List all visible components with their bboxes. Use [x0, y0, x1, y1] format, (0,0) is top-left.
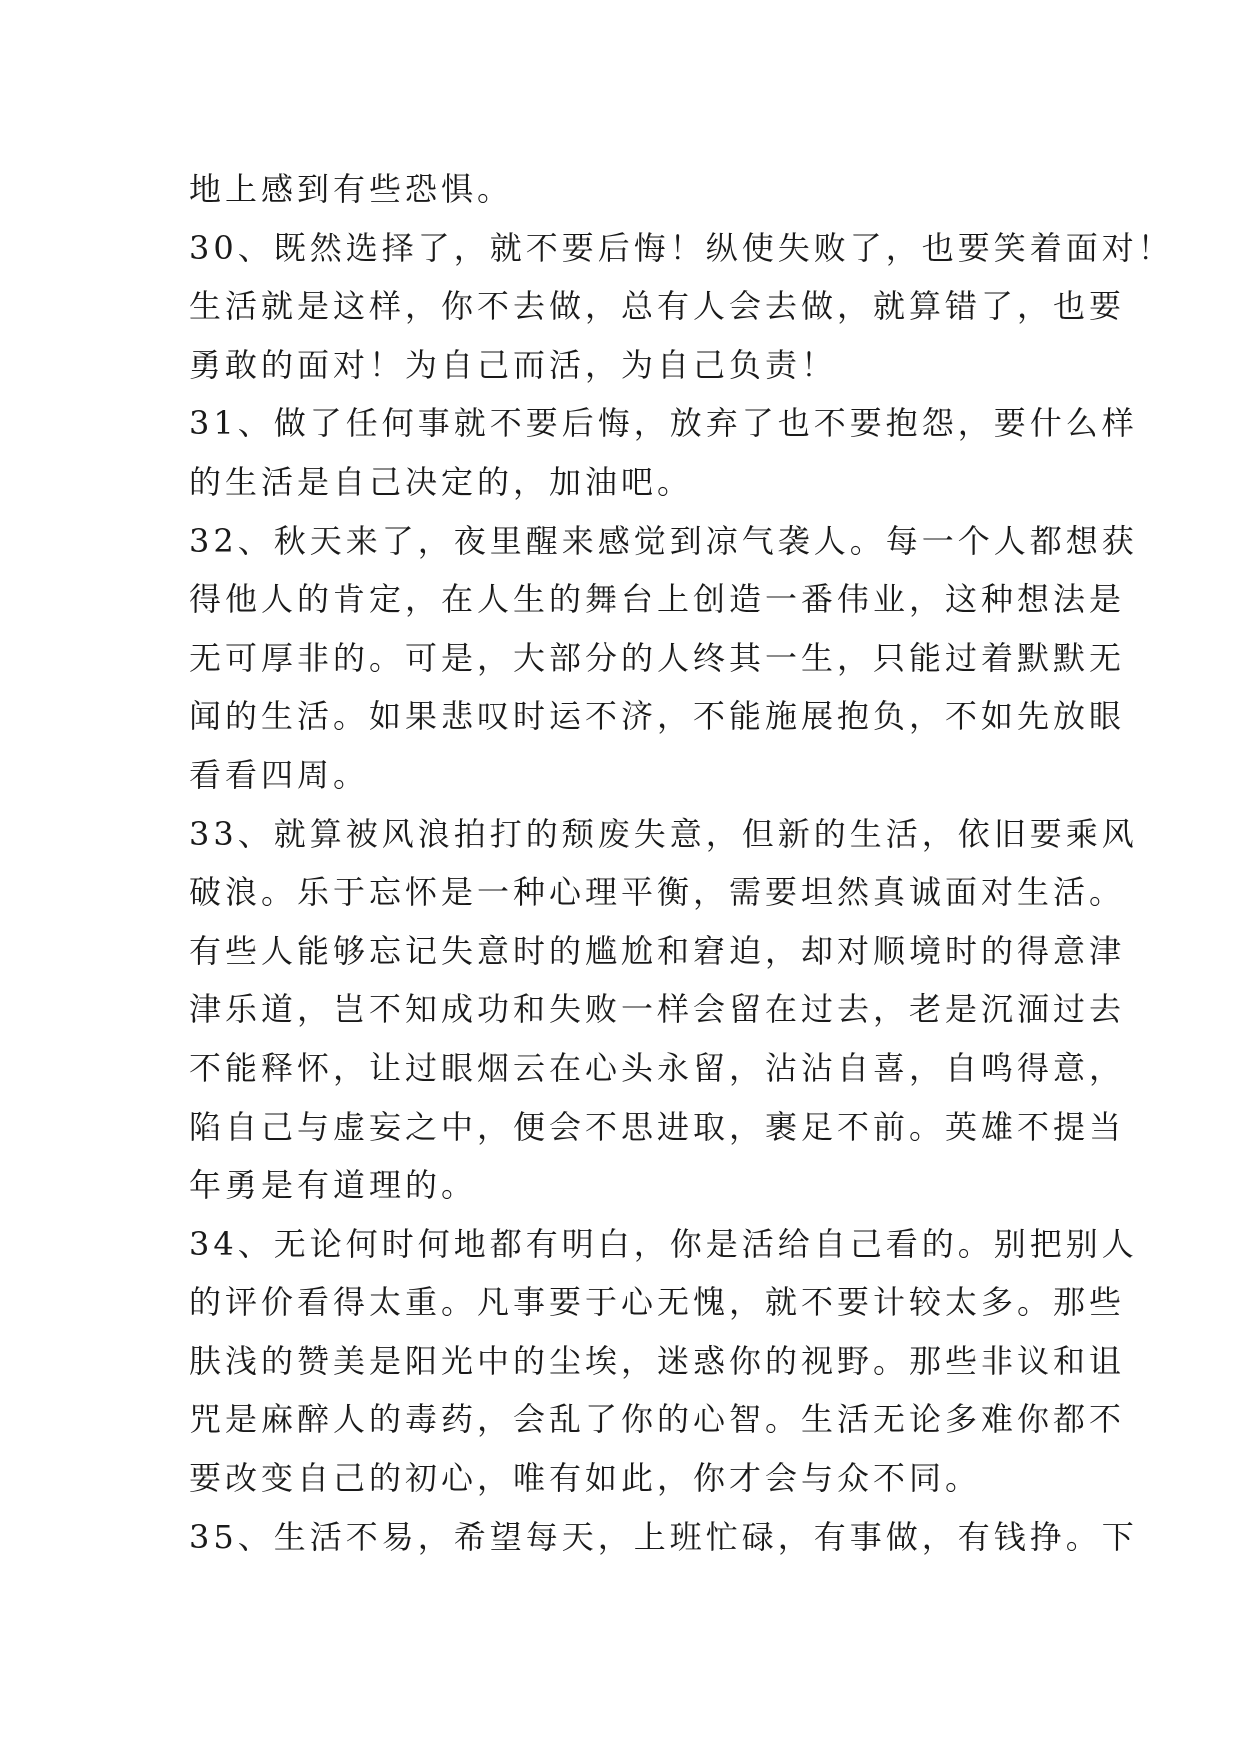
- text-line: 年勇是有道理的。: [189, 1166, 478, 1205]
- text-line: 地上感到有些恐惧。: [189, 170, 514, 208]
- text-line: 看看四周。: [189, 755, 370, 794]
- text-line: 陷自己与虚妄之中，便会不思进取，裹足不前。英雄不提当: [189, 1107, 1126, 1146]
- text-line: 得他人的肯定，在人生的舞台上创造一番伟业，这种想法是: [189, 580, 1126, 619]
- text-line: 31、做了任何事就不要后悔，放弃了也不要抱怨，要什么样: [189, 404, 1138, 443]
- text-line: 有些人能够忘记失意时的尴尬和窘迫，却对顺境时的得意津: [189, 931, 1126, 970]
- text-line: 的评价看得太重。凡事要于心无愧，就不要计较太多。那些: [189, 1283, 1126, 1322]
- text-line: 32、秋天来了，夜里醒来感觉到凉气袭人。每一个人都想获: [189, 521, 1138, 560]
- text-line: 生活就是这样，你不去做，总有人会去做，就算错了，也要: [189, 287, 1126, 326]
- text-line: 破浪。乐于忘怀是一种心理平衡，需要坦然真诚面对生活。: [189, 873, 1126, 912]
- text-line: 不能释怀，让过眼烟云在心头永留，沾沾自喜，自鸣得意，: [189, 1048, 1126, 1087]
- text-line: 33、就算被风浪拍打的颓废失意，但新的生活，依旧要乘风: [189, 814, 1138, 853]
- text-line: 肤浅的赞美是阳光中的尘埃，迷惑你的视野。那些非议和诅: [189, 1341, 1126, 1380]
- text-line: 闻的生活。如果悲叹时运不济，不能施展抱负，不如先放眼: [189, 697, 1126, 736]
- text-line: 津乐道，岂不知成功和失败一样会留在过去，老是沉湎过去: [189, 990, 1126, 1029]
- text-line: 要改变自己的初心，唯有如此，你才会与众不同。: [189, 1459, 982, 1498]
- text-line: 30、既然选择了，就不要后悔！纵使失败了，也要笑着面对！: [189, 228, 1174, 267]
- text-line: 35、生活不易，希望每天，上班忙碌，有事做，有钱挣。下: [189, 1517, 1138, 1556]
- text-line: 无可厚非的。可是，大部分的人终其一生，只能过着默默无: [189, 638, 1126, 677]
- text-line: 勇敢的面对！为自己而活，为自己负责！: [189, 345, 838, 384]
- text-line: 34、无论何时何地都有明白，你是活给自己看的。别把别人: [189, 1224, 1138, 1263]
- text-line: 的生活是自己决定的，加油吧。: [189, 462, 694, 501]
- document-body: [189, 160, 1174, 1566]
- text-line: 咒是麻醉人的毒药，会乱了你的心智。生活无论多难你都不: [189, 1400, 1126, 1439]
